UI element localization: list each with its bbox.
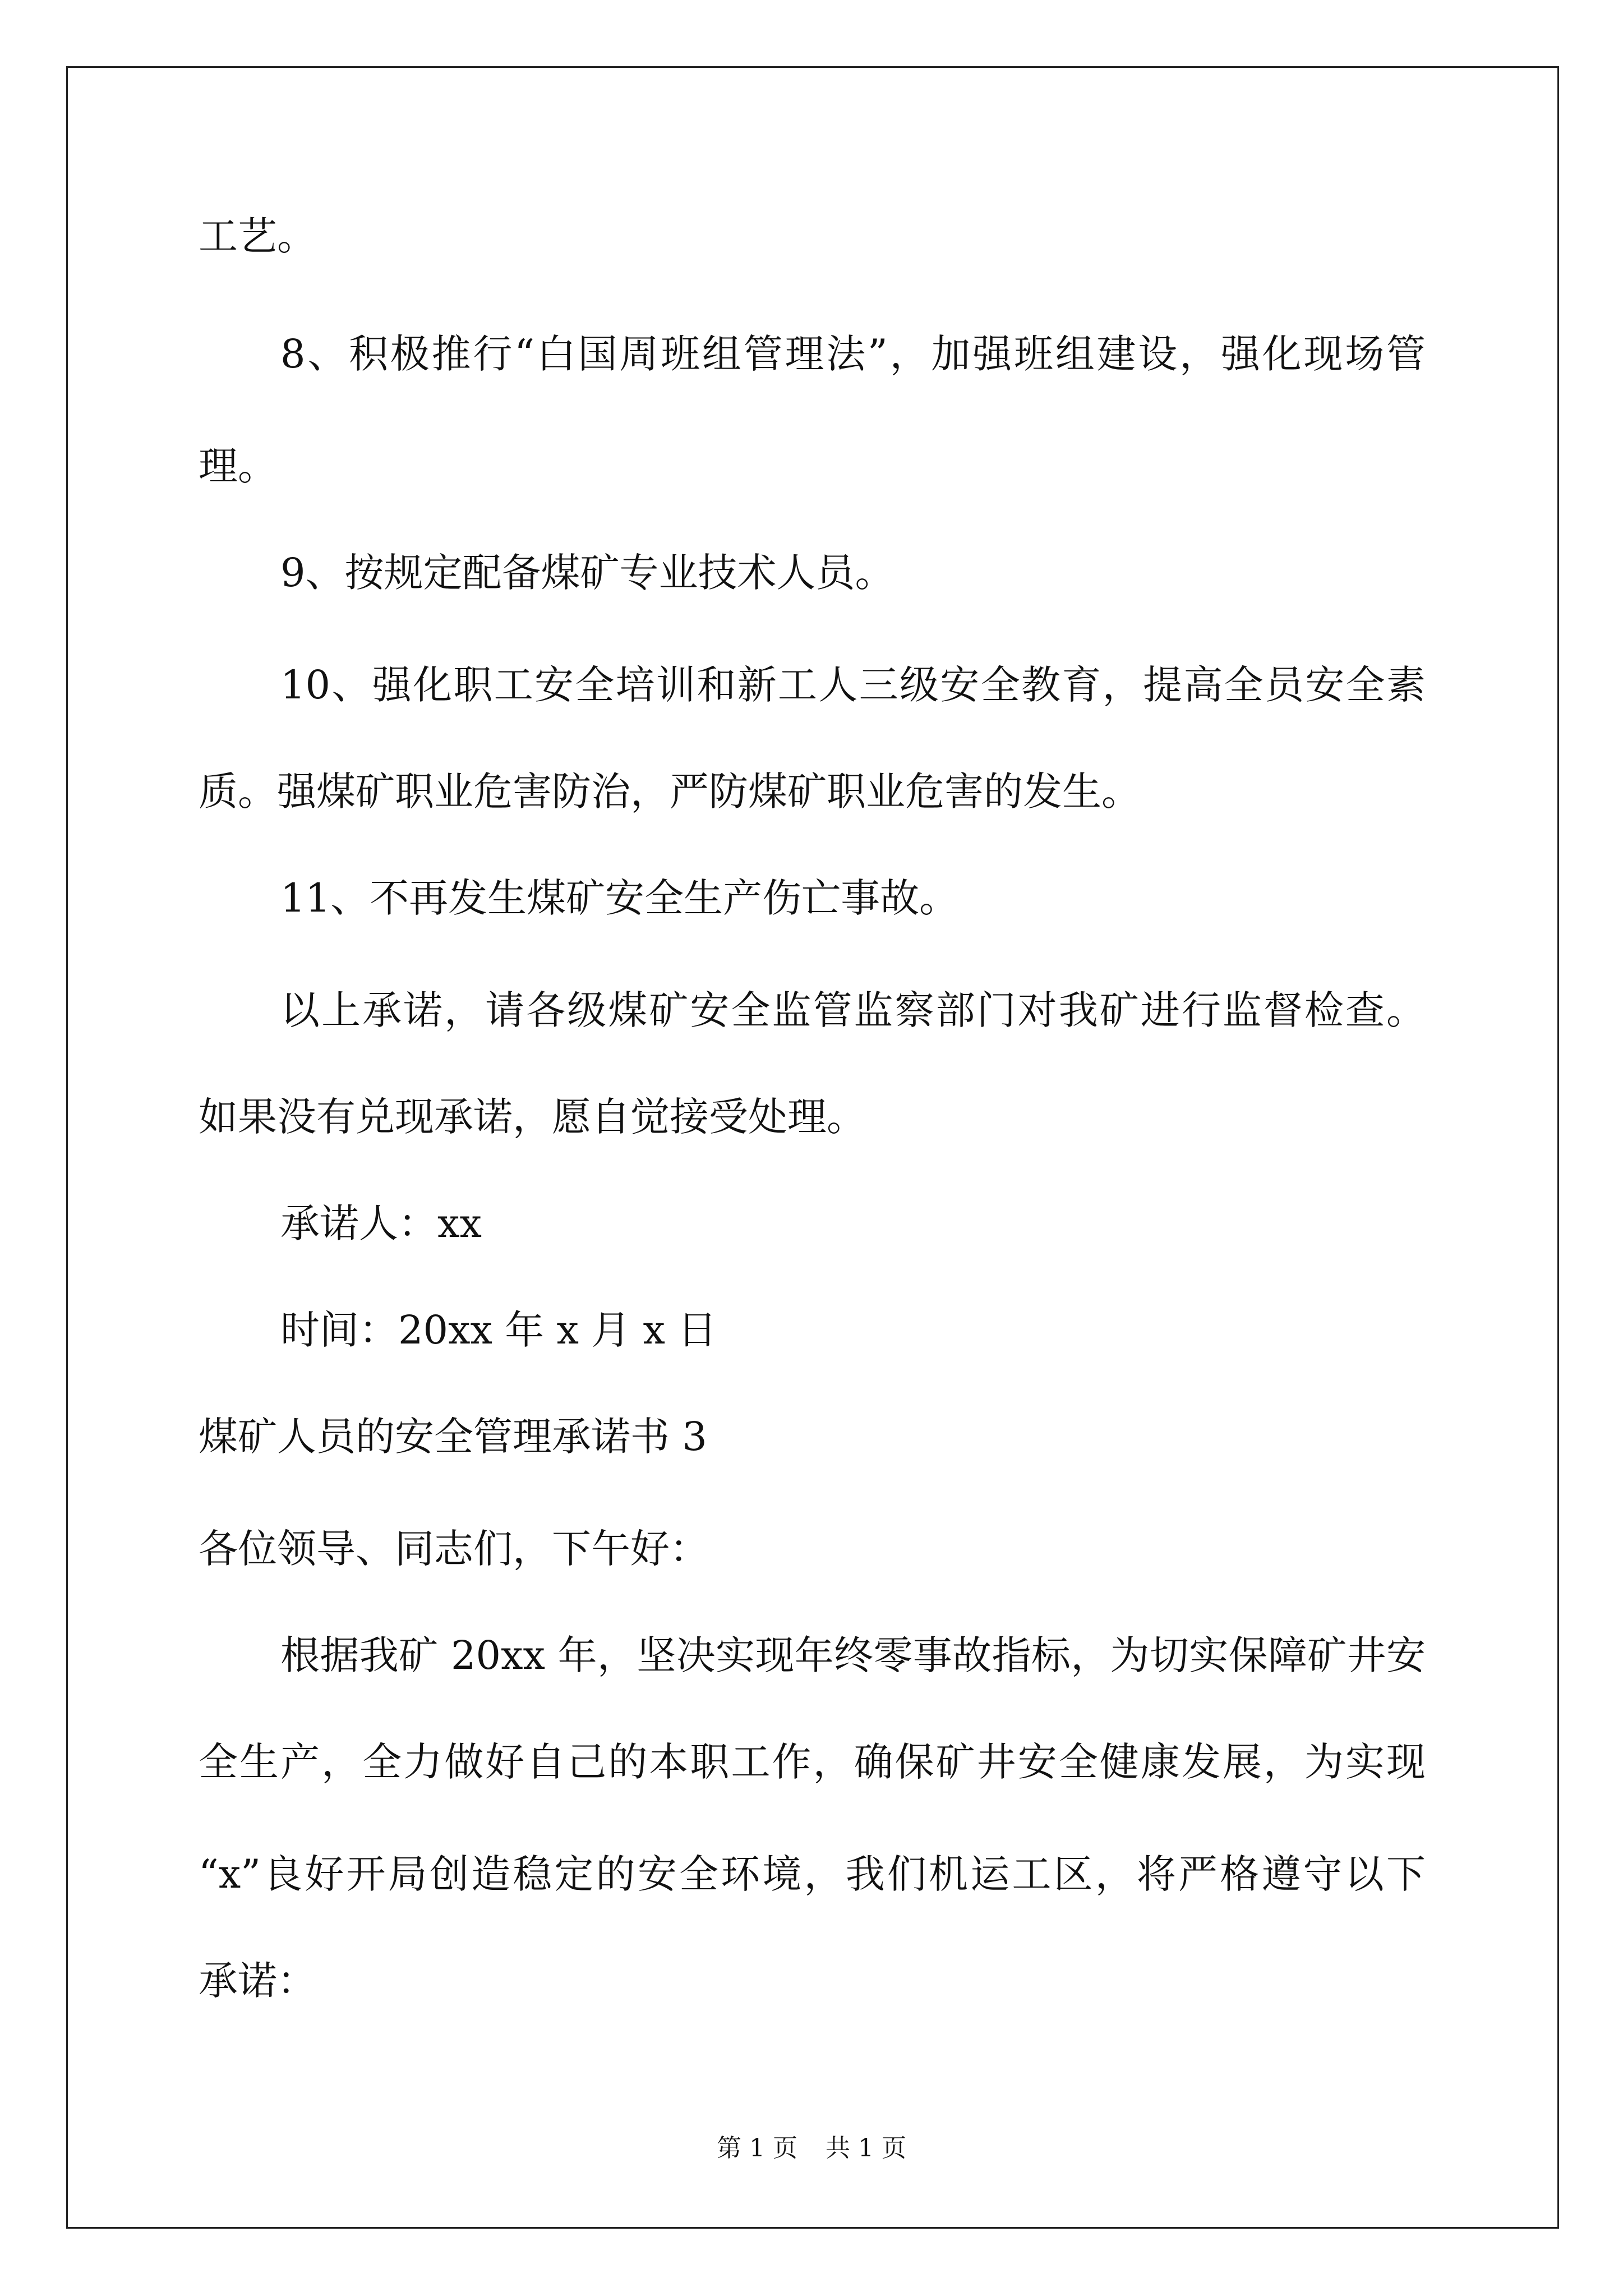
page-number: 第 1 页 [717, 2134, 797, 2162]
text-line-1: 工艺。 [199, 213, 316, 259]
text-line-9: 如果没有兑现承诺，愿自觉接受处理。 [199, 1094, 866, 1140]
text-line-3: 理。 [199, 443, 277, 489]
text-line-8: 以上承诺，请各级煤矿安全监管监察部门对我矿进行监督检查。 [280, 987, 1426, 1033]
page-footer [0, 2132, 1623, 2165]
page-border [66, 66, 1559, 2229]
text-line-17: 承诺： [199, 1958, 316, 2004]
text-line-7: 11、不再发生煤矿安全生产伤亡事故。 [280, 875, 959, 921]
date-line: 时间：20xx 年 x 月 x 日 [280, 1307, 717, 1353]
text-line-6: 质。强煤矿职业危害防治，严防煤矿职业危害的发生。 [199, 769, 1141, 815]
text-line-4: 9、按规定配备煤矿专业技术人员。 [280, 550, 895, 596]
greeting-line: 各位领导、同志们，下午好： [199, 1526, 709, 1572]
page-total: 共 1 页 [826, 2134, 906, 2162]
text-line-16: “x”良好开局创造稳定的安全环境，我们机运工区，将严格遵守以下 [199, 1851, 1426, 1897]
text-line-5: 10、强化职工安全培训和新工人三级安全教育，提高全员安全素 [280, 662, 1426, 708]
section-title: 煤矿人员的安全管理承诺书 3 [199, 1414, 707, 1460]
text-line-14: 根据我矿 20xx 年，坚决实现年终零事故指标，为切实保障矿井安 [280, 1632, 1426, 1678]
text-line-15: 全生产，全力做好自己的本职工作，确保矿井安全健康发展，为实现 [199, 1739, 1426, 1785]
text-line-2: 8、积极推行“白国周班组管理法”，加强班组建设，强化现场管 [280, 331, 1426, 377]
signatory-line: 承诺人：xx [280, 1200, 482, 1246]
